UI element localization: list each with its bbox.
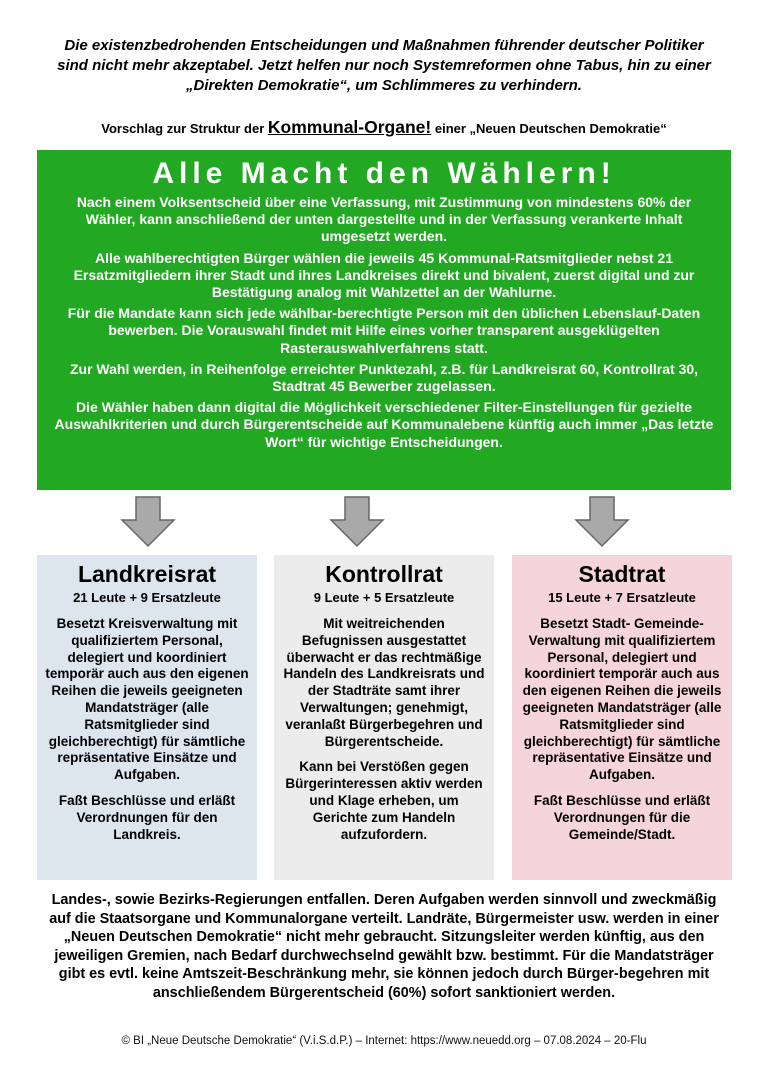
proposal-suffix: einer „Neuen Deutschen Demokratie“: [434, 121, 667, 136]
proposal-line: [0, 117, 768, 139]
green-box: [37, 150, 731, 490]
green-box-paragraph: Nach einem Volksentscheid über eine Verfassung, mit Zustimmung von mindestens 60% der Wähler, kann anschließend der unten dargestellte und in der Verfassung verankerte Inhalt umgesetzt werden.: [76, 194, 692, 245]
column-kontrollrat: [274, 555, 494, 880]
column-subtitle: 15 Leute + 7 Ersatzleute: [548, 590, 696, 605]
column-landkreisrat: [37, 555, 257, 880]
column-paragraph: Besetzt Stadt- Gemeinde-Verwaltung mit qualifiziertem Personal, delegiert und koordiniert temporär auch aus den eigenen Reihen die jeweils geeigneten Mandatsträger (alle Ratsmitglieder sind gleichberechtigt) für sämtliche repräsentative Einsätze und Aufgaben.: [522, 616, 722, 783]
green-box-paragraph: Für die Mandate kann sich jede wählbar-berechtigte Person mit den üblichen Lebenslauf-Daten bewerben. Die Vorauswahl findet mit Hilfe eines vorher transparent ausgeklügelten Rasterauswahlverfahrens statt.: [67, 305, 701, 356]
column-title: Stadtrat: [578, 561, 666, 587]
column-paragraph: Faßt Beschlüsse und erläßt Verordnungen für die Gemeinde/Stadt.: [533, 792, 711, 842]
column-paragraph: Mit weitreichenden Befugnissen ausgestattet überwacht er das rechtmäßige Handeln des Landkreisrats und der Stadträte samt ihrer Verwaltungen; genehmigt, veranlaßt Bürgerbegehren und Bürgerentscheide.: [283, 616, 485, 749]
intro-statement: Die existenzbedrohenden Entscheidungen und Maßnahmen führender deutscher Politiker sind nicht mehr akzeptabel. Jetzt helfen nur noch Systemreformen ohne Tabus, hin zu einer „Direkten Demokratie“, um Schlimmeres zu verhindern.: [57, 37, 711, 94]
column-title: Kontrollrat: [325, 561, 443, 587]
column-subtitle: 21 Leute + 9 Ersatzleute: [73, 590, 221, 605]
proposal-highlight: Kommunal-Organe!: [267, 117, 432, 137]
arrow-down-icon: [329, 496, 385, 548]
green-box-paragraph: Die Wähler haben dann digital die Möglichkeit verschiedener Filter-Einstellungen für gezielte Auswahlkriterien und durch Bürgerentscheide auf Kommunalebene künftig auch immer „Das letzte Wort“ für wichtige Entscheidungen.: [54, 399, 714, 450]
proposal-prefix: Vorschlag zur Struktur der: [101, 121, 265, 136]
arrow-down-icon: [574, 496, 630, 548]
bottom-text: Landes-, sowie Bezirks-Regierungen entfallen. Deren Aufgaben werden sinnvoll und zweckmäßig auf die Staatsorgane und Kommunalorgane verteilt. Landräte, Bürgermeister usw. werden in einer „Neuen Deutschen Demokratie“ nicht mehr gebraucht. Sitzungsleiter werden künftig, aus den jeweiligen Gremien, nach Bedarf durchwechselnd gewählt bzw. bestimmt. Für die Mandatsträger gibt es evtl. keine Amtszeit-Beschränkung mehr, sie können jedoch durch Bürger-begehren mit anschließendem Bürgerentscheid (60%) sofort sanktioniert werden.: [49, 892, 719, 1001]
column-paragraph: Kann bei Verstößen gegen Bürgerinteressen aktiv werden und Klage erheben, um Gerichte zum Handeln aufzufordern.: [285, 759, 483, 842]
green-box-paragraph: Zur Wahl werden, in Reihenfolge erreichter Punktezahl, z.B. für Landkreisrat 60, Kontrollrat 30, Stadtrat 45 Bewerber zugelassen.: [69, 360, 699, 395]
green-box-title: Alle Macht den Wählern!: [152, 157, 616, 190]
column-title: Landkreisrat: [77, 561, 217, 587]
arrow-down-icon: [120, 496, 176, 548]
column-stadtrat: [512, 555, 732, 880]
green-box-paragraph: Alle wahlberechtigten Bürger wählen die jeweils 45 Kommunal-Ratsmitglieder nebst 21 Ersatzmitgliedern ihrer Stadt und ihres Landkreises direkt und bivalent, zuerst digital und zur Bestätigung analog mit Wahlzettel an der Wahlurne.: [73, 249, 695, 301]
column-subtitle: 9 Leute + 5 Ersatzleute: [313, 590, 455, 605]
footer: © BI „Neue Deutsche Demokratie“ (V.i.S.d.P.) – Internet: https://www.neuedd.org – 07.08.2024 – 20-Flu: [121, 1035, 647, 1047]
column-paragraph: Faßt Beschlüsse und erläßt Verordnungen für den Landkreis.: [58, 792, 236, 842]
column-paragraph: Besetzt Kreisverwaltung mit qualifiziertem Personal, delegiert und koordiniert temporär auch aus den eigenen Reihen die jeweils geeigneten Mandatsträger (alle Ratsmitglieder sind gleichberechtigt) für sämtliche repräsentative Einsätze und Aufgaben.: [45, 616, 249, 783]
